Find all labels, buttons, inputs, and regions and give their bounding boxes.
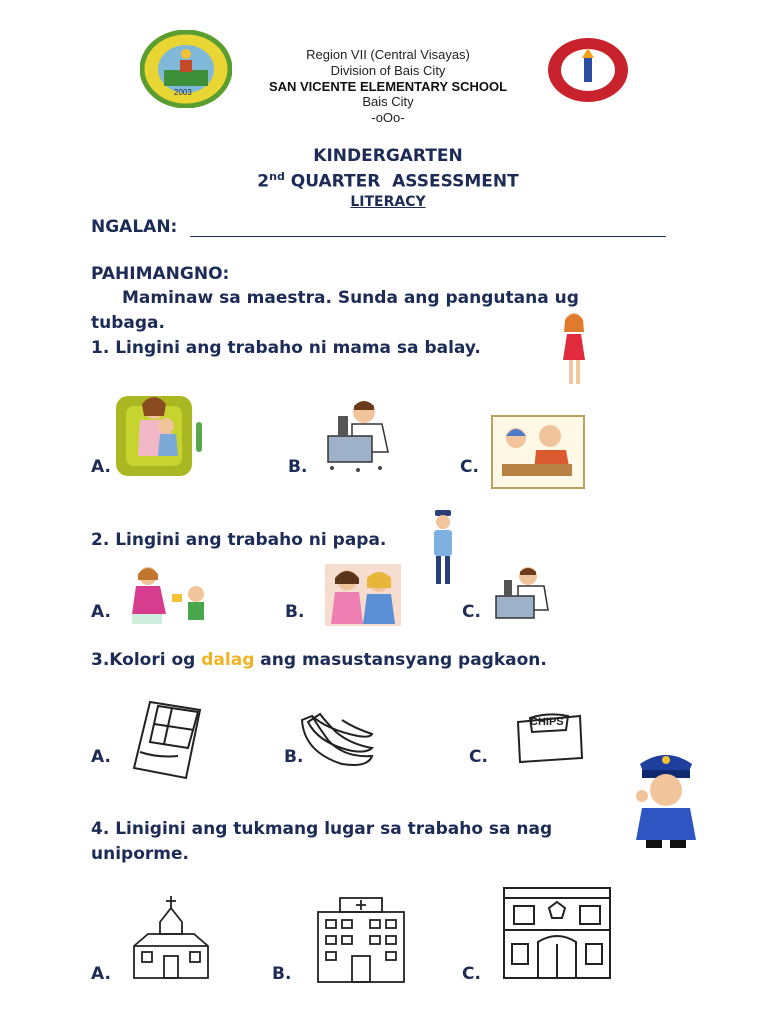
- separator-line: -oOo-: [371, 110, 405, 125]
- san-vicente-school-logo: [546, 36, 630, 104]
- q1-option-a-label: A.: [91, 457, 111, 477]
- quarter-number: 2: [257, 171, 270, 192]
- q1-option-b-label: B.: [288, 457, 308, 477]
- q1-option-c-label: C.: [460, 457, 479, 477]
- man-working-with-kids-icon[interactable]: [490, 414, 586, 490]
- q2-option-c-label: C.: [462, 602, 481, 622]
- question-3-text: [91, 650, 547, 670]
- division-line: Division of Bais City: [330, 63, 446, 78]
- quarter-rest: QUARTER ASSESSMENT: [284, 171, 519, 192]
- question-4-text-line2: uniporme.: [91, 844, 189, 864]
- church-icon[interactable]: [128, 894, 214, 980]
- quarter-title: [0, 170, 768, 192]
- grade-title: KINDERGARTEN: [313, 146, 463, 166]
- q3-option-c-label: C.: [469, 747, 488, 767]
- police-station-icon[interactable]: [498, 884, 616, 980]
- chips-label: CHIPS: [530, 716, 564, 728]
- q2-option-a-label: A.: [91, 602, 111, 622]
- hospital-icon[interactable]: [312, 894, 410, 984]
- q4-option-b-label: B.: [272, 964, 292, 984]
- question-2-text: 2. Lingini ang trabaho ni papa.: [91, 530, 387, 550]
- name-label: NGALAN:: [91, 217, 178, 237]
- question-4-text-line1: 4. Linigini ang tukmang lugar sa trabaho sa nag: [91, 819, 553, 839]
- q4-option-a-label: A.: [91, 964, 111, 984]
- q2-option-b-label: B.: [285, 602, 305, 622]
- region-line: Region VII (Central Visayas): [306, 47, 470, 62]
- city-line: Bais City: [362, 94, 414, 109]
- q3-option-b-label: B.: [284, 747, 304, 767]
- bananas-icon[interactable]: [298, 712, 376, 770]
- directions-label: PAHIMANGNO:: [91, 264, 230, 284]
- directions-text-line1: Maminaw sa maestra. Sunda ang pangutana ug: [122, 288, 579, 308]
- chocolate-bar-icon[interactable]: [128, 698, 208, 782]
- question-1-text: 1. Lingini ang trabaho ni mama sa balay.: [91, 338, 481, 358]
- policeman-small-figure-icon: [428, 508, 458, 588]
- man-repairing-icon[interactable]: [318, 394, 396, 474]
- q3-text-highlight: dalag: [201, 650, 255, 670]
- name-input-line[interactable]: [190, 236, 666, 237]
- q3-text-pre: 3.Kolori og: [91, 650, 202, 670]
- mother-giving-food-icon[interactable]: [126, 564, 216, 626]
- school-name: SAN VICENTE ELEMENTARY SCHOOL: [268, 79, 508, 94]
- directions-text-line2: tubaga.: [91, 313, 165, 333]
- q3-text-post: ang masustansyang pagkaon.: [254, 650, 547, 670]
- q3-option-a-label: A.: [91, 747, 111, 767]
- left-logo-year: 2003: [174, 88, 192, 97]
- subject-title: LITERACY: [350, 194, 426, 210]
- girl-figure-icon: [556, 310, 592, 388]
- q4-option-c-label: C.: [462, 964, 481, 984]
- two-girls-icon[interactable]: [325, 564, 401, 626]
- mother-child-sofa-icon[interactable]: [112, 386, 204, 482]
- school-header: [240, 47, 536, 126]
- police-officer-icon: [628, 750, 704, 850]
- quarter-suffix: nd: [269, 170, 285, 183]
- man-repairing-icon[interactable]: [490, 562, 556, 628]
